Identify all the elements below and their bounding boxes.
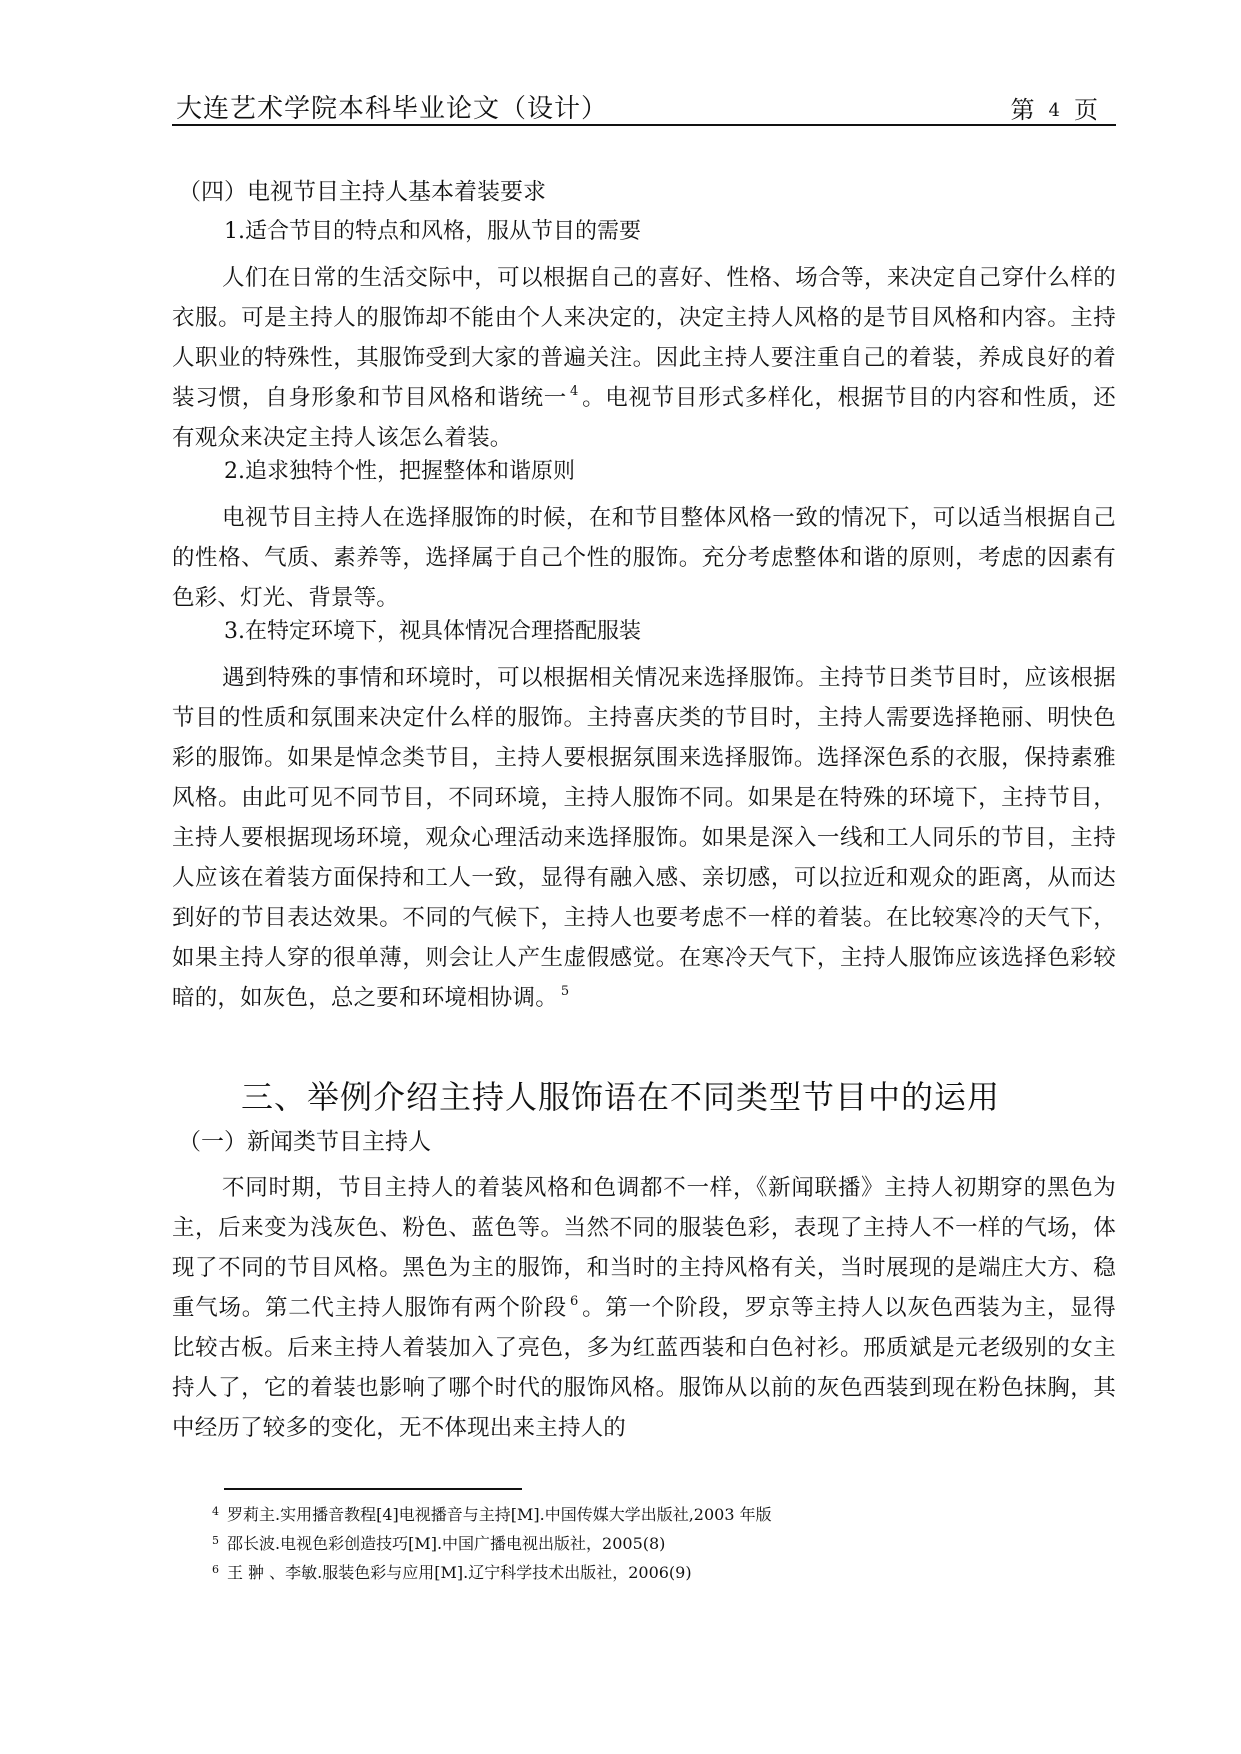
footnote-ref-4: 4 xyxy=(570,384,579,399)
footnote-separator xyxy=(224,1488,522,1490)
item-3-paragraph xyxy=(172,658,1116,1018)
header-page-number xyxy=(1011,90,1098,125)
footnote-mark: 5 xyxy=(212,1534,219,1547)
subsection-1-text-b: 。第一个阶段，罗京等主持人以灰色西装为主，显得比较古板。后来主持人着装加入了亮色，多为红蓝西装和白色衬衫。邢质斌是元老级别的女主持人了，它的着装也影响了哪个时代的服饰风格。服饰从以前的灰色西装到现在粉色抹胸，其中经历了较多的变化，无不体现出来主持人的 xyxy=(172,1295,1116,1441)
body-section-3 xyxy=(172,1128,1116,1448)
item-3-text: 遇到特殊的事情和环境时，可以根据相关情况来选择服饰。主持节日类节目时，应该根据节目的性质和氛围来决定什么样的服饰。主持喜庆类的节目时，主持人需要选择艳丽、明快色彩的服饰。如果是悼念类节目，主持人要根据氛围来选择服饰。选择深色系的衣服，保持素雅风格。由此可见不同节目，不同环境，主持人服饰不同。如果是在特殊的环境下，主持节目，主持人要根据现场环境，观众心理活动来选择服饰。如果是深入一线和工人同乐的节目，主持人应该在着装方面保持和工人一致，显得有融入感、亲切感，可以拉近和观众的距离，从而达到好的节目表达效果。不同的气候下，主持人也要考虑不一样的着装。在比较寒冷的天气下，如果主持人穿的很单薄，则会让人产生虚假感觉。在寒冷天气下，主持人服饰应该选择色彩较暗的，如灰色，总之要和环境相协调。 xyxy=(172,665,1116,1011)
footnote-text: 邵长波.电视色彩创造技巧[M].中国广播电视出版社，2005(8) xyxy=(227,1534,666,1553)
item-1-text-a: 人们在日常的生活交际中，可以根据自己的喜好、性格、场合等，来决定自己穿什么样的衣服。可是主持人的服饰却不能由个人来决定的，决定主持人风格的是节目风格和内容。主持人职业的特殊性，其服饰受到大家的普遍关注。因此主持人要注重自己的着装，养成良好的着装习惯，自身形象和节目风格和谐统一 xyxy=(172,265,1116,411)
footnotes xyxy=(212,1497,1092,1584)
body-section-4 xyxy=(172,178,1116,1018)
footnote-item xyxy=(212,1497,1092,1526)
footnote-item xyxy=(212,1555,1092,1584)
item-1-title: 1.适合节目的特点和风格，服从节目的需要 xyxy=(224,219,641,244)
section-4-heading: （四）电视节目主持人基本着装要求 xyxy=(178,179,546,205)
page-number: 4 xyxy=(1048,100,1060,121)
footnote-ref-5: 5 xyxy=(560,984,570,999)
footnote-mark: 6 xyxy=(212,1563,219,1576)
item-2-title: 2.追求独特个性，把握整体和谐原则 xyxy=(224,459,575,484)
item-1-paragraph xyxy=(172,258,1116,458)
footnote-item xyxy=(212,1526,1092,1555)
header-title: 大连艺术学院本科毕业论文（设计） xyxy=(176,94,609,124)
item-2-paragraph: 电视节目主持人在选择服饰的时候，在和节目整体风格一致的情况下，可以适当根据自己的性格、气质、素养等，选择属于自己个性的服饰。充分考虑整体和谐的原则，考虑的因素有色彩、灯光、背景等。 xyxy=(172,505,1116,611)
page-header xyxy=(172,82,1116,126)
item-1-text-b: 。电视节目形式多样化，根据节目的内容和性质，还有观众来决定主持人该怎么着装。 xyxy=(172,385,1116,451)
page-suffix: 页 xyxy=(1074,96,1098,124)
footnote-ref-6: 6 xyxy=(570,1294,579,1309)
footnote-mark: 4 xyxy=(212,1505,219,1518)
footnote-text: 罗莉主.实用播音教程[4]电视播音与主持[M].中国传媒大学出版社,2003 年版 xyxy=(227,1505,772,1524)
footnote-text: 王 翀 、李敏.服装色彩与应用[M].辽宁科学技术出版社，2006(9) xyxy=(227,1563,692,1582)
subsection-1-heading: （一）新闻类节目主持人 xyxy=(178,1129,431,1155)
subsection-1-text-a: 不同时期，节目主持人的着装风格和色调都不一样，《新闻联播》主持人初期穿的黑色为主，后来变为浅灰色、粉色、蓝色等。当然不同的服装色彩，表现了主持人不一样的气场，体现了不同的节目风格。黑色为主的服饰，和当时的主持风格有关，当时展现的是端庄大方、稳重气场。第二代主持人服饰有两个阶段 xyxy=(172,1175,1116,1321)
subsection-1-paragraph xyxy=(172,1168,1116,1448)
section-3-title: 三、举例介绍主持人服饰语在不同类型节目中的运用 xyxy=(240,1078,1000,1116)
page-prefix: 第 xyxy=(1010,96,1035,124)
item-3-title: 3.在特定环境下，视具体情况合理搭配服装 xyxy=(224,619,641,644)
